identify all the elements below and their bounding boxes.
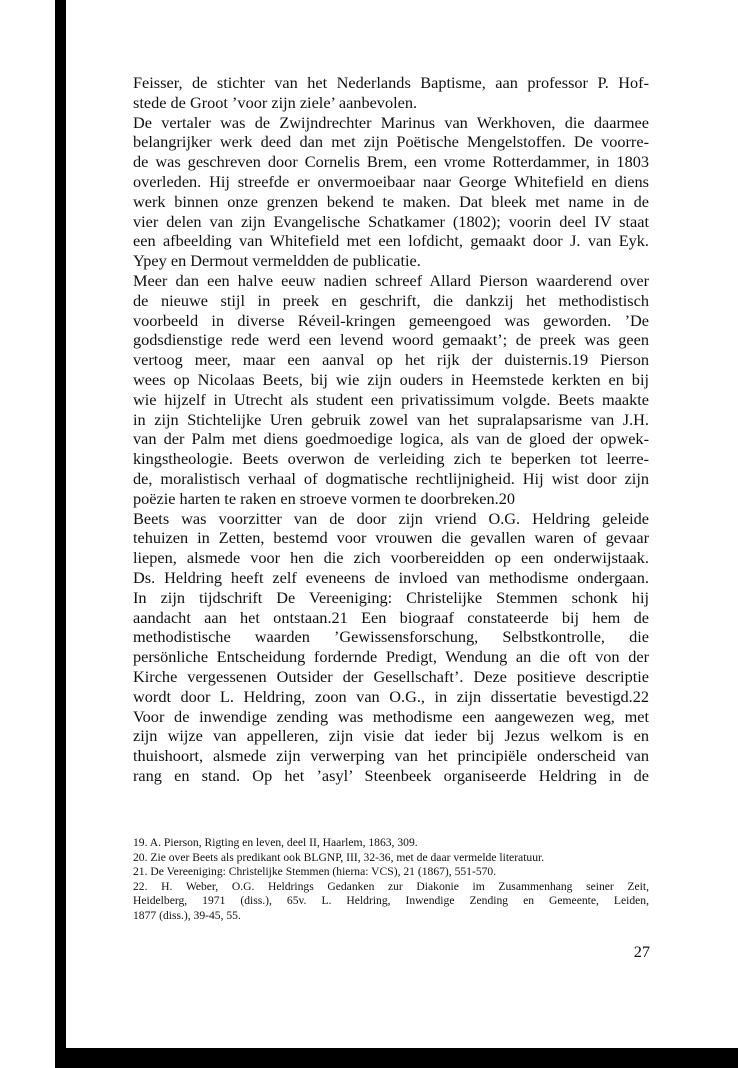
text-line: godsdienstige rede werd een levend woord gemaakt’; de preek was geen	[133, 330, 649, 350]
text-line: persönliche Entscheidung fordernde Predigt, Wendung an die oft von der	[133, 647, 649, 667]
text-line: de, moralistisch verhaal of dogmatische rechtlijnigheid. Hij wist door zijn	[133, 468, 649, 488]
footnote-line: 19. A. Pierson, Rigting en leven, deel II, Haarlem, 1863, 309.	[133, 836, 418, 849]
text-line: overleden. Hij streefde er onvermoeibaar naar George Whitefield en diens	[133, 171, 649, 191]
text-line: vertoog meer, maar een aanval op het rijk der duisternis.19 Pierson	[133, 350, 649, 370]
page-number: 27	[633, 942, 650, 961]
footnote-line: 20. Zie over Beets als predikant ook BLGNP, III, 32-36, met de daar vermelde literatuur.	[133, 850, 545, 864]
text-line: wie hijzelf in Utrecht als student een privatissimum volgde. Beets maakte	[133, 389, 649, 409]
text-line: stede de Groot ’voor zijn ziele’ aanbevolen.	[133, 92, 418, 112]
text-line: Feisser, de stichter van het Nederlands Baptisme, aan professor P. Hof-	[133, 73, 649, 92]
text-line: zijn wijze van appelleren, zijn visie dat ieder bij Jezus welkom is en	[133, 726, 649, 746]
text-line: De vertaler was de Zwijndrechter Marinus van Werkhoven, die daarmee	[133, 112, 649, 132]
text-line: liepen, alsmede voor hen die zich voorbereidden op een onderwijstaak.	[133, 548, 649, 568]
text-line: Voor de inwendige zending was methodisme een aangewezen weg, met	[133, 706, 649, 726]
text-line: Beets was voorzitter van de door zijn vriend O.G. Heldring geleide	[133, 508, 649, 528]
text-line: In zijn tijdschrift De Vereeniging: Christelijke Stemmen schonk hij	[133, 587, 649, 607]
text-line: Ypey en Dermout vermeldden de publicatie.	[133, 251, 421, 271]
footnote-line: Heidelberg, 1971 (diss.), 65v. L. Heldring, Inwendige Zending en Gemeente, Leiden,	[133, 894, 649, 908]
text-line: wordt door L. Heldring, zoon van O.G., in zijn dissertatie bevestigd.22	[133, 686, 649, 706]
text-line: voorbeeld in diverse Réveil-kringen gemeengoed was geworden. ’De	[133, 310, 649, 330]
text-line: werk binnen onze grenzen bekend te maken. Dat bleek met name in de	[133, 191, 649, 211]
text-line: een afbeelding van Whitefield met een lofdicht, gemaakt door J. van Eyk.	[133, 231, 649, 251]
footnote-line: 22. H. Weber, O.G. Heldrings Gedanken zur Diakonie im Zusammenhang seiner Zeit,	[133, 879, 649, 893]
text-line: poëzie harten te raken en stroeve vormen te doorbreken.20	[133, 488, 515, 508]
text-line: de was geschreven door Cornelis Brem, een vrome Rotterdammer, in 1803	[133, 152, 649, 172]
text-line: methodistische waarden ’Gewissensforschung, Selbstkontrolle, die	[133, 627, 649, 647]
footnote-line: 21. De Vereeniging: Christelijke Stemmen (hierna: VCS), 21 (1867), 551-570.	[133, 865, 497, 879]
text-line: Kirche vergessenen Outsider der Gesellschaft’. Deze positieve descriptie	[133, 666, 649, 686]
text-line: Ds. Heldring heeft zelf eveneens de invloed van methodisme ondergaan.	[133, 567, 649, 587]
scan-border-bottom	[55, 1048, 738, 1068]
text-line: Meer dan een halve eeuw nadien schreef Allard Pierson waarderend over	[133, 270, 649, 290]
text-line: rang en stand. Op het ’asyl’ Steenbeek organiseerde Heldring in de	[133, 765, 649, 785]
footnotes	[133, 836, 649, 924]
text-line: thuishoort, alsmede zijn verwerping van het principiële onderscheid van	[133, 746, 649, 766]
footnote-line: 1877 (diss.), 39-45, 55.	[133, 908, 241, 922]
text-line: de nieuwe stijl in preek en geschrift, die dankzij het methodistisch	[133, 290, 649, 310]
text-line: belangrijker werk deed dan met zijn Poëtische Mengelstoffen. De voorre-	[133, 132, 649, 152]
text-line: vier delen van zijn Evangelische Schatkamer (1802); voorin deel IV staat	[133, 211, 649, 231]
text-line: kingstheologie. Beets overwon de verleiding zich te beperken tot leerre-	[133, 449, 649, 469]
text-line: tehuizen in Zetten, bestemd voor vrouwen die gevallen waren of gevaar	[133, 528, 649, 548]
text-line: in zijn Stichtelijke Uren gebruik zowel van het supralapsarisme van J.H.	[133, 409, 649, 429]
text-line: aandacht aan het ontstaan.21 Een biograaf constateerde bij hem de	[133, 607, 649, 627]
text-line: wees op Nicolaas Beets, bij wie zijn ouders in Heemstede kerkten en bij	[133, 369, 649, 389]
body-text	[133, 73, 649, 786]
text-line: van der Palm met diens goedmoedige logica, als van de gloed der opwek-	[133, 429, 649, 449]
scan-border-left	[55, 0, 66, 1068]
